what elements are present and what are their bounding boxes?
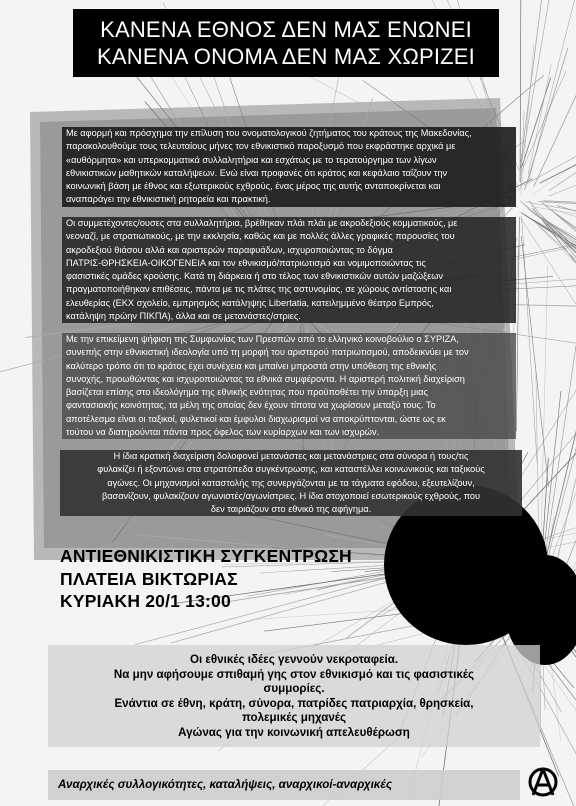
paragraph-line: κατάληψη πρώην ΠΙΚΠΑ), άλλα και σε μετανάστες/στριες.: [66, 311, 301, 322]
paragraph-line: πραγματοποιήθηκαν επιθέσεις, πάντα με τις πλάτες της αστυνομίας, σε χώρους αντίστασης και: [66, 284, 452, 295]
slogan-line: πολεμικές μηχανές: [241, 711, 347, 725]
paragraph-line: αγώνες. Οι μηχανισμοί καταστολής της συνεργάζονται με τα τάγματα εφόδου, εξευτελίζουν,: [107, 477, 475, 488]
scribble-line: [521, 0, 571, 168]
paragraph-line: αναπαράγει την εθνικιστική ρητορεία και πρακτική.: [66, 194, 271, 205]
scribble-line: [520, 201, 576, 316]
title-banner: [73, 9, 499, 77]
scribble-line: [516, 217, 519, 431]
scribble-line: [534, 222, 576, 433]
paragraph-line: βασίζεται επίσης στο ιδεολόγημα της εθνικής ενότητας που προϋποθέτει την ύπαρξη μιας: [66, 387, 428, 398]
paragraph-line: φυλακίζει ή εξοντώνει στα στρατόπεδα συγκέντρωσης, και καταστέλλει κοινωνικούς και ταξικούς: [97, 464, 485, 475]
scribble-line: [534, 0, 576, 187]
paragraph-3: [62, 333, 516, 439]
paragraph-line: κοινωνική βάση με έθνος και εξωτερικούς εχθρούς, ένας μέρος της αυτής ανταποκρίνεται και: [66, 181, 441, 192]
slogan-line: Να μην αφήσουμε σπιθαμή γης στον εθνικισμό και τις φασιστικές: [113, 667, 475, 681]
paragraph-line: Με αφορμή και πρόσχημα την επίλυση του ονοματολογικού ζητήματος του κράτους της Μακεδονίας,: [66, 128, 472, 138]
event-announcement: [60, 545, 352, 613]
signature-footer: Αναρχικές συλλογικότητες, καταλήψεις, αναρχικοί-αναρχικές: [48, 770, 520, 800]
title-line-2: ΚΑΝΕΝΑ ΟΝΟΜΑ ΔΕΝ ΜΑΣ ΧΩΡΙΖΕΙ: [97, 44, 475, 69]
paragraph-line: Η ίδια κρατική διαχείριση δολοφονεί μετανάστες και μετανάστριες στα σύνορα ή τους/τις: [113, 451, 469, 461]
event-title: ΑΝΤΙΕΘΝΙΚΙΣΤΙΚΗ ΣΥΓΚΕΝΤΡΩΣΗ: [60, 546, 352, 566]
scribble-line: [540, 92, 576, 183]
scribble-line: [520, 0, 521, 182]
title-line-1: ΚΑΝΕΝΑ ΕΘΝΟΣ ΔΕΝ ΜΑΣ ΕΝΩΝΕΙ: [100, 17, 472, 42]
slogan-line: Αγώνας για την κοινωνική απελευθέρωση: [178, 725, 410, 739]
scribble-line: [525, 48, 568, 190]
paragraph-line: ακροδεξιού θιάσου αλλά και αριστερών παραφυάδων, ισχυροποιώντας το δόγμα: [66, 244, 393, 255]
slogan-line: Ενάντια σε έθνη, κράτη, σύνορα, πατρίδες πατριαρχία, θρησκεία,: [114, 696, 474, 710]
paragraph-line: φαντασιακής κοινότητας, τα μέλη της οποίας δεν έχουν τίποτα να χωρίσουν μεταξύ τους. Το: [66, 400, 436, 411]
slogans-box: [48, 645, 540, 747]
paragraph-4: [60, 450, 522, 516]
paragraph-line: αποτέλεσμα είναι οι ταξικοί, φυλετικοί και έμφυλοι διαχωρισμοί να αποκρύπτονται, ώστε ως εκ: [66, 413, 446, 424]
paragraph-line: «αυθόρμητα» και υπερκομματικά συλλαλητήρια και εσχάτως με το τερατούργημα των λίγων: [66, 154, 437, 165]
slogan-line: συμμορίες.: [263, 682, 325, 696]
paragraph-line: Με την επικείμενη ψήφιση της Συμφωνίας των Πρεσπών από το ελληνικό κοινοβούλιο ο ΣΥΡΙΖΑ,: [66, 334, 459, 344]
paragraph-line: νεοναζί, με στρατιωτικούς, με την εκκλησία, καθώς και με πολλές άλλες γραφικές παρουσίες του: [66, 231, 455, 242]
paragraph-line: παρακολουθούμε τους τελευταίους μήνες τον εθνικιστικό παροξυσμό που εκφράστηκε αρχικά με: [66, 141, 456, 152]
paragraph-line: ΠΑΤΡΙΣ-ΘΡΗΣΚΕΙΑ-ΟΙΚΟΓΕΝΕΙΑ και τον εθνικισμό/πατριωτισμό και νομιμοποιώντας τις: [66, 257, 426, 268]
scribble-line: [527, 208, 576, 379]
scribble-line: [545, 272, 576, 562]
circle-a-anarchy-icon: [527, 766, 559, 798]
paragraph-line: ελευθερίας (ΕΚΧ σχολείο, εμπρησμός κατάληψης Libertatia, κατειλημμένο θέατρο Εμπρός,: [66, 297, 434, 308]
paragraph-line: συνοχής, προωθώντας και ισχυροποιώντας τα εθνικά συμφέροντα. Η αριστερή πολιτική διαχείριση: [66, 373, 465, 384]
scribble-line: [538, 225, 576, 377]
paragraph-line: βασανίζουν, φυλακίζουν αγωνιστές/αγωνίστριες. Η ίδια στοχοποιεί εσωτερικούς εχθρούς, που: [101, 490, 481, 501]
paragraph-line: τούτου να διατηρούνται πάντα προς όφελος των κυρίαρχων και των ισχυρών.: [66, 427, 380, 438]
paragraph-2: [62, 217, 516, 323]
paragraph-line: συνεπής στην εθνικιστική ιδεολογία υπό τη μορφή του αριστερού πατριωτισμού, αποδεικνύει με τον: [66, 347, 469, 358]
paragraph-line: φασιστικές ομάδες κρούσης. Κατά τη διάρκεια ή στο τέλος των εθνικιστικών αυτών μαζώξεων: [66, 271, 443, 282]
paragraph-1: [62, 127, 516, 207]
paragraph-line: καλύτερο τρόπο ότι το κράτος έχει συνέχεια και μπαίνει μπροστά στην υπόθεση της εθνικής: [66, 360, 437, 371]
paragraph-line: δεν ταιριάζουν στο εθνικό της αφήγημα.: [210, 504, 372, 515]
event-location: ΠΛΑΤΕΙΑ ΒΙΚΤΩΡΙΑΣ: [60, 568, 238, 589]
scribble-line: [525, 202, 576, 240]
scribble-line: [523, 36, 576, 185]
slogan-line: Οι εθνικές ιδέες γεννούν νεκροταφεία.: [189, 653, 399, 666]
paragraph-line: Οι συμμετέχοντες/ουσες στα συλλαλητήρια, βρέθηκαν πλάι πλάι με ακροδεξιούς κομματικούς, με: [66, 218, 458, 228]
event-datetime: ΚΥΡΙΑΚΗ 20/1 13:00: [60, 591, 231, 611]
scribble-line: [521, 44, 534, 195]
scribble-line: [529, 0, 575, 181]
paragraph-line: εθνικιστικών μαθητικών καταλήψεων. Ενώ είναι προφανές ότι κράτος και κεφάλαιο ταΐζουν την: [66, 167, 448, 178]
